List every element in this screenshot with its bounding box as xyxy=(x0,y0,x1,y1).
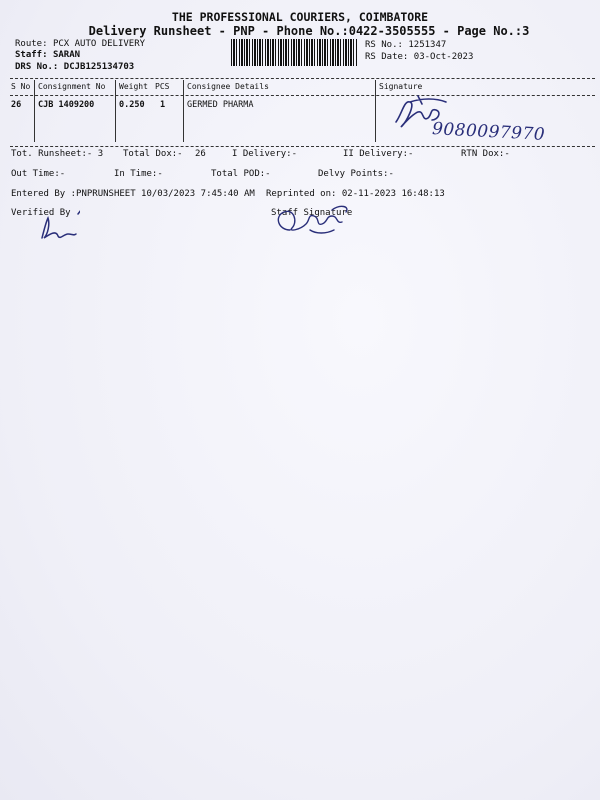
drs-value: DCJB125134703 xyxy=(63,62,135,72)
handwritten-phone: 9080097970 xyxy=(431,119,546,145)
rs-date-label: RS Date: xyxy=(365,52,409,62)
total-dox-value: 26 xyxy=(195,149,206,159)
i-delivery: I Delivery:- xyxy=(232,149,298,159)
runsheet-title: Delivery Runsheet - PNP - Phone No.:0422-3505555 - Page No.:3 xyxy=(88,24,530,38)
col-divider xyxy=(375,80,376,142)
route-line xyxy=(15,39,145,49)
header-weight: Weight xyxy=(119,82,148,91)
drs-line xyxy=(15,62,134,72)
rs-date-line xyxy=(365,52,473,62)
row-weight: 0.250 xyxy=(119,100,145,110)
verifier-signature-icon xyxy=(34,204,80,244)
ii-delivery: II Delivery:- xyxy=(343,149,414,159)
row-consignee: GERMED PHARMA xyxy=(187,100,254,110)
rs-no-line xyxy=(365,40,446,50)
staff-signature-icon xyxy=(270,200,360,240)
table-bottom-rule xyxy=(10,146,595,147)
entered-by: Entered By :PNPRUNSHEET 10/03/2023 7:45:40 AM xyxy=(11,189,255,199)
rs-date-value: 03-Oct-2023 xyxy=(413,52,474,62)
verified-by: Verified By xyxy=(11,208,71,218)
staff-label: Staff: xyxy=(15,50,48,60)
drs-label: DRS No.: xyxy=(15,62,59,72)
route-label: Route: xyxy=(15,39,48,49)
header-pcs: PCS xyxy=(155,82,170,91)
out-time: Out Time:- xyxy=(11,169,66,179)
table-header-rule xyxy=(10,95,595,96)
rs-no-label: RS No.: xyxy=(365,40,403,50)
header-consignment: Consignment No xyxy=(38,82,106,91)
total-pod: Total POD:- xyxy=(211,169,271,179)
header-consignee: Consignee Details xyxy=(187,82,269,91)
tot-runsheet: Tot. Runsheet:- 3 xyxy=(11,149,104,159)
reprinted-on: Reprinted on: 02-11-2023 16:48:13 xyxy=(266,189,445,199)
rtn-dox: RTN Dox:- xyxy=(461,149,510,159)
header-signature: Signature xyxy=(379,82,423,91)
staff-value: SARAN xyxy=(52,50,81,60)
rs-no-value: 1251347 xyxy=(408,40,447,50)
row-pcs: 1 xyxy=(160,100,166,110)
col-divider xyxy=(115,80,116,142)
staff-line xyxy=(15,50,80,60)
route-value: PCX AUTO DELIVERY xyxy=(52,39,146,49)
staff-signature-label: Staff Signature xyxy=(271,208,353,218)
table-top-rule xyxy=(10,78,595,79)
header-sno: S No xyxy=(11,82,31,91)
barcode xyxy=(231,39,357,66)
in-time: In Time:- xyxy=(114,169,163,179)
delvy-points: Delvy Points:- xyxy=(318,169,394,179)
col-divider xyxy=(34,80,35,142)
company-title: THE PROFESSIONAL COURIERS, COIMBATORE xyxy=(171,10,429,24)
row-sno: 26 xyxy=(11,100,22,110)
row-consignment: CJB 1409200 xyxy=(38,100,95,110)
total-dox-label: Total Dox:- xyxy=(123,149,183,159)
col-divider xyxy=(183,80,184,142)
